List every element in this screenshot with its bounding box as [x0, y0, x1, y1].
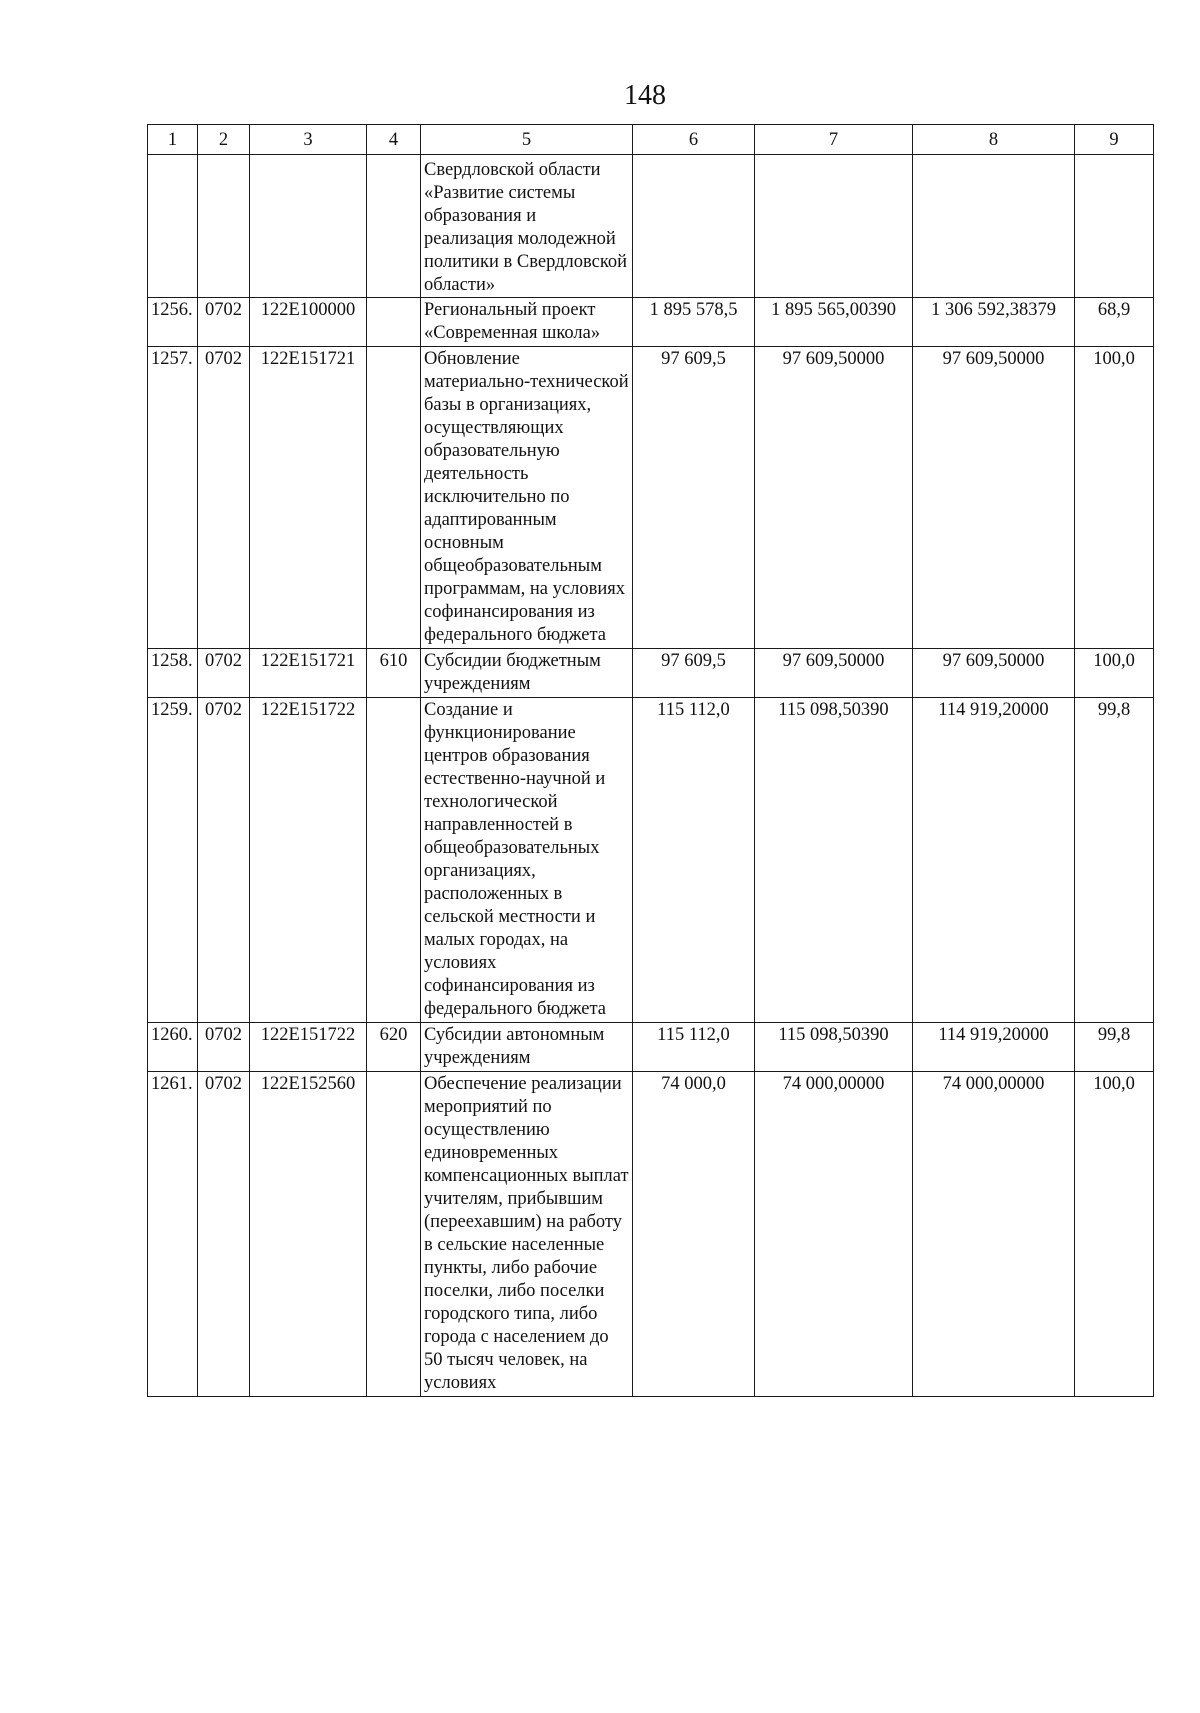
column-header: 7 [755, 125, 913, 155]
row-number: 1260. [148, 1023, 198, 1072]
item-name: Обновление материально-технической базы в организациях, осуществляющих образовательную деятельность исключительно по адаптированным основным общеобразовательным программам, на условиях софинансирования из федерального бюджета [421, 347, 633, 649]
row-number: 1257. [148, 347, 198, 649]
percent-value: 99,8 [1075, 698, 1154, 1023]
section-code: 0702 [198, 698, 250, 1023]
target-code: 122E151721 [250, 649, 367, 698]
header-row [148, 125, 1154, 155]
table-row [148, 347, 1154, 649]
target-code: 122E151722 [250, 1023, 367, 1072]
column-header: 4 [367, 125, 421, 155]
column-header: 1 [148, 125, 198, 155]
row-number: 1259. [148, 698, 198, 1023]
approved-value: 97 609,50000 [755, 347, 913, 649]
expense-type: 610 [367, 649, 421, 698]
executed-value: 1 306 592,38379 [913, 298, 1075, 347]
planned-value: 97 609,5 [633, 649, 755, 698]
target-code: 122E151721 [250, 347, 367, 649]
executed-value: 114 919,20000 [913, 698, 1075, 1023]
table-row [148, 698, 1154, 1023]
column-header: 3 [250, 125, 367, 155]
planned-value: 74 000,0 [633, 1072, 755, 1397]
percent-value: 100,0 [1075, 1072, 1154, 1397]
section-code: 0702 [198, 1072, 250, 1397]
table-row [148, 298, 1154, 347]
approved-value: 1 895 565,00390 [755, 298, 913, 347]
item-name: Субсидии автономным учреждениям [421, 1023, 633, 1072]
section-code: 0702 [198, 298, 250, 347]
table-row [148, 1023, 1154, 1072]
planned-value: 115 112,0 [633, 1023, 755, 1072]
expense-type [367, 298, 421, 347]
table-row [148, 649, 1154, 698]
approved-value: 115 098,50390 [755, 698, 913, 1023]
page-number: 148 [624, 80, 666, 111]
approved-value: 97 609,50000 [755, 649, 913, 698]
approved-value: 115 098,50390 [755, 1023, 913, 1072]
percent-value: 100,0 [1075, 347, 1154, 649]
executed-value: 74 000,00000 [913, 1072, 1075, 1397]
executed-value: 114 919,20000 [913, 1023, 1075, 1072]
table-row [148, 1072, 1154, 1397]
planned-value: 97 609,5 [633, 347, 755, 649]
continuation-text: Свердловской области «Развитие системы образования и реализация молодежной политики в Свердловской области» [421, 155, 633, 298]
planned-value: 115 112,0 [633, 698, 755, 1023]
item-name: Обеспечение реализации мероприятий по осуществлению единовременных компенсационных выплат учителям, прибывшим (переехавшим) на работу в сельские населенные пункты, либо рабочие поселки, либо поселки городского типа, либо города с населением до 50 тысяч человек, на условиях [421, 1072, 633, 1397]
target-code: 122E152560 [250, 1072, 367, 1397]
item-name: Создание и функционирование центров образования естественно-научной и технологической направленностей в общеобразовательных организациях, расположенных в сельской местности и малых городах, на условиях софинансирования из федерального бюджета [421, 698, 633, 1023]
section-code: 0702 [198, 347, 250, 649]
table-row-continuation [148, 155, 1154, 298]
column-header: 5 [421, 125, 633, 155]
row-number: 1261. [148, 1072, 198, 1397]
executed-value: 97 609,50000 [913, 347, 1075, 649]
expense-type [367, 698, 421, 1023]
percent-value: 99,8 [1075, 1023, 1154, 1072]
target-code: 122E151722 [250, 698, 367, 1023]
expense-type [367, 1072, 421, 1397]
row-number: 1256. [148, 298, 198, 347]
target-code: 122E100000 [250, 298, 367, 347]
row-number: 1258. [148, 649, 198, 698]
column-header: 6 [633, 125, 755, 155]
section-code: 0702 [198, 649, 250, 698]
budget-table [147, 124, 1154, 1397]
executed-value: 97 609,50000 [913, 649, 1075, 698]
percent-value: 100,0 [1075, 649, 1154, 698]
column-header: 9 [1075, 125, 1154, 155]
planned-value: 1 895 578,5 [633, 298, 755, 347]
percent-value: 68,9 [1075, 298, 1154, 347]
section-code: 0702 [198, 1023, 250, 1072]
item-name: Региональный проект «Современная школа» [421, 298, 633, 347]
column-header: 2 [198, 125, 250, 155]
item-name: Субсидии бюджетным учреждениям [421, 649, 633, 698]
column-header: 8 [913, 125, 1075, 155]
approved-value: 74 000,00000 [755, 1072, 913, 1397]
expense-type [367, 347, 421, 649]
expense-type: 620 [367, 1023, 421, 1072]
